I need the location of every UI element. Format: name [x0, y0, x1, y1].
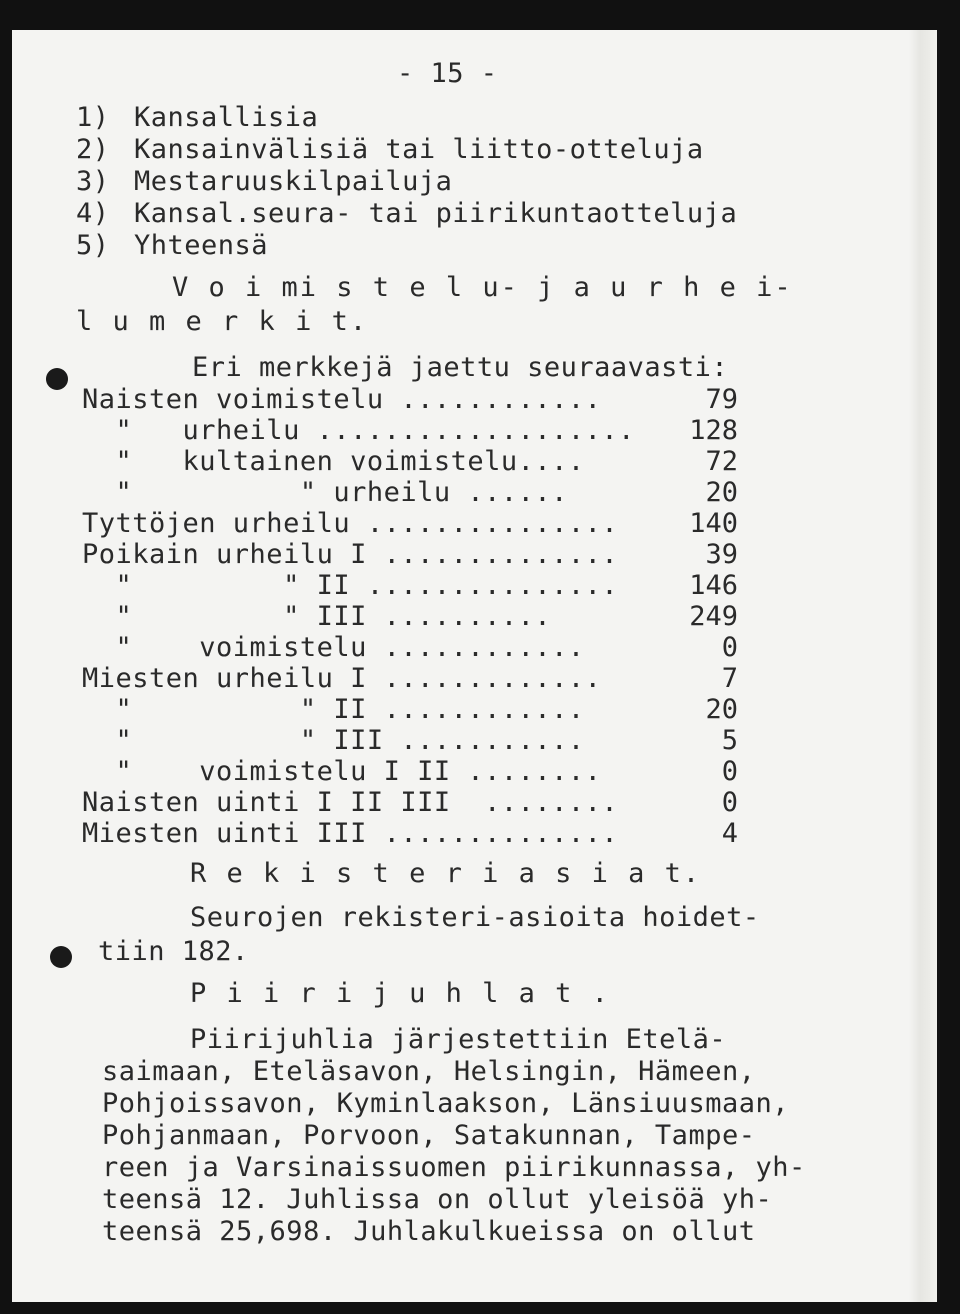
list-num: 4) [76, 198, 110, 229]
section-heading-cont: l u m e r k i t. [76, 306, 369, 337]
marks-label: Miesten uinti III .............. [82, 818, 619, 849]
list-item: Kansal.seura- tai piirikuntaotteluja [134, 198, 738, 229]
paragraph-line: Seurojen rekisteri-asioita hoidet- [190, 902, 760, 933]
marks-label: Poikain urheilu I .............. [82, 539, 619, 570]
list-num: 1) [76, 102, 110, 133]
marks-value: 39 [705, 539, 738, 570]
marks-label: " " urheilu ...... [82, 477, 568, 508]
marks-label: " voimistelu I II ........ [82, 756, 602, 787]
list-num: 2) [76, 134, 110, 165]
marks-value: 140 [689, 508, 738, 539]
marks-value: 72 [705, 446, 738, 477]
list-num: 5) [76, 230, 110, 261]
section-heading: P i i r i j u h l a t . [190, 978, 610, 1009]
section-intro: Eri merkkejä jaettu seuraavasti: [192, 352, 729, 383]
paragraph-line: Piirijuhlia järjestettiin Etelä- [190, 1024, 727, 1055]
paragraph-line: Pohjoissavon, Kyminlaakson, Länsiuusmaan, [102, 1088, 789, 1119]
marks-value: 249 [689, 601, 738, 632]
marks-label: " " II ............... [82, 570, 619, 601]
section-heading: V o i mi s t e l u- j a u r h e i- [172, 272, 793, 303]
marks-label: " urheilu ................... [82, 415, 635, 446]
list-item: Kansainvälisiä tai liitto-otteluja [134, 134, 704, 165]
marks-value: 128 [689, 415, 738, 446]
paragraph-line: Pohjanmaan, Porvoon, Satakunnan, Tampe- [102, 1120, 756, 1151]
marks-label: Tyttöjen urheilu ............... [82, 508, 619, 539]
paragraph-line: saimaan, Eteläsavon, Helsingin, Hämeen, [102, 1056, 756, 1087]
marks-value: 0 [721, 632, 738, 663]
marks-label: " " III ........... [82, 725, 585, 756]
document-page [12, 30, 937, 1302]
marks-label: Naisten voimistelu ............ [82, 384, 602, 415]
marks-label: Miesten urheilu I ............. [82, 663, 602, 694]
marks-label: Naisten uinti I II III ........ [82, 787, 619, 818]
marks-value: 5 [721, 725, 738, 756]
marks-label: " " III .......... [82, 601, 552, 632]
section-heading: R e k i s t e r i a s i a t. [190, 858, 702, 889]
marks-value: 7 [721, 663, 738, 694]
list-item: Mestaruuskilpailuja [134, 166, 453, 197]
paragraph-line: teensä 12. Juhlissa on ollut yleisöä yh- [102, 1184, 773, 1215]
list-item: Yhteensä [134, 230, 269, 261]
marks-value: 20 [705, 477, 738, 508]
list-num: 3) [76, 166, 110, 197]
marks-value: 4 [721, 818, 738, 849]
page-number: - 15 - [397, 58, 498, 89]
list-item: Kansallisia [134, 102, 319, 133]
paragraph-line: reen ja Varsinaissuomen piirikunnassa, yh- [102, 1152, 806, 1183]
paragraph-line: tiin 182. [98, 936, 249, 967]
marks-label: " " II ............ [82, 694, 585, 725]
marks-value: 79 [705, 384, 738, 415]
marks-value: 0 [721, 756, 738, 787]
page-text [12, 30, 937, 1302]
marks-value: 20 [705, 694, 738, 725]
paragraph-line: teensä 25,698. Juhlakulkueissa on ollut [102, 1216, 756, 1247]
marks-label: " kultainen voimistelu.... [82, 446, 585, 477]
marks-value: 146 [689, 570, 738, 601]
marks-label: " voimistelu ............ [82, 632, 585, 663]
marks-value: 0 [721, 787, 738, 818]
